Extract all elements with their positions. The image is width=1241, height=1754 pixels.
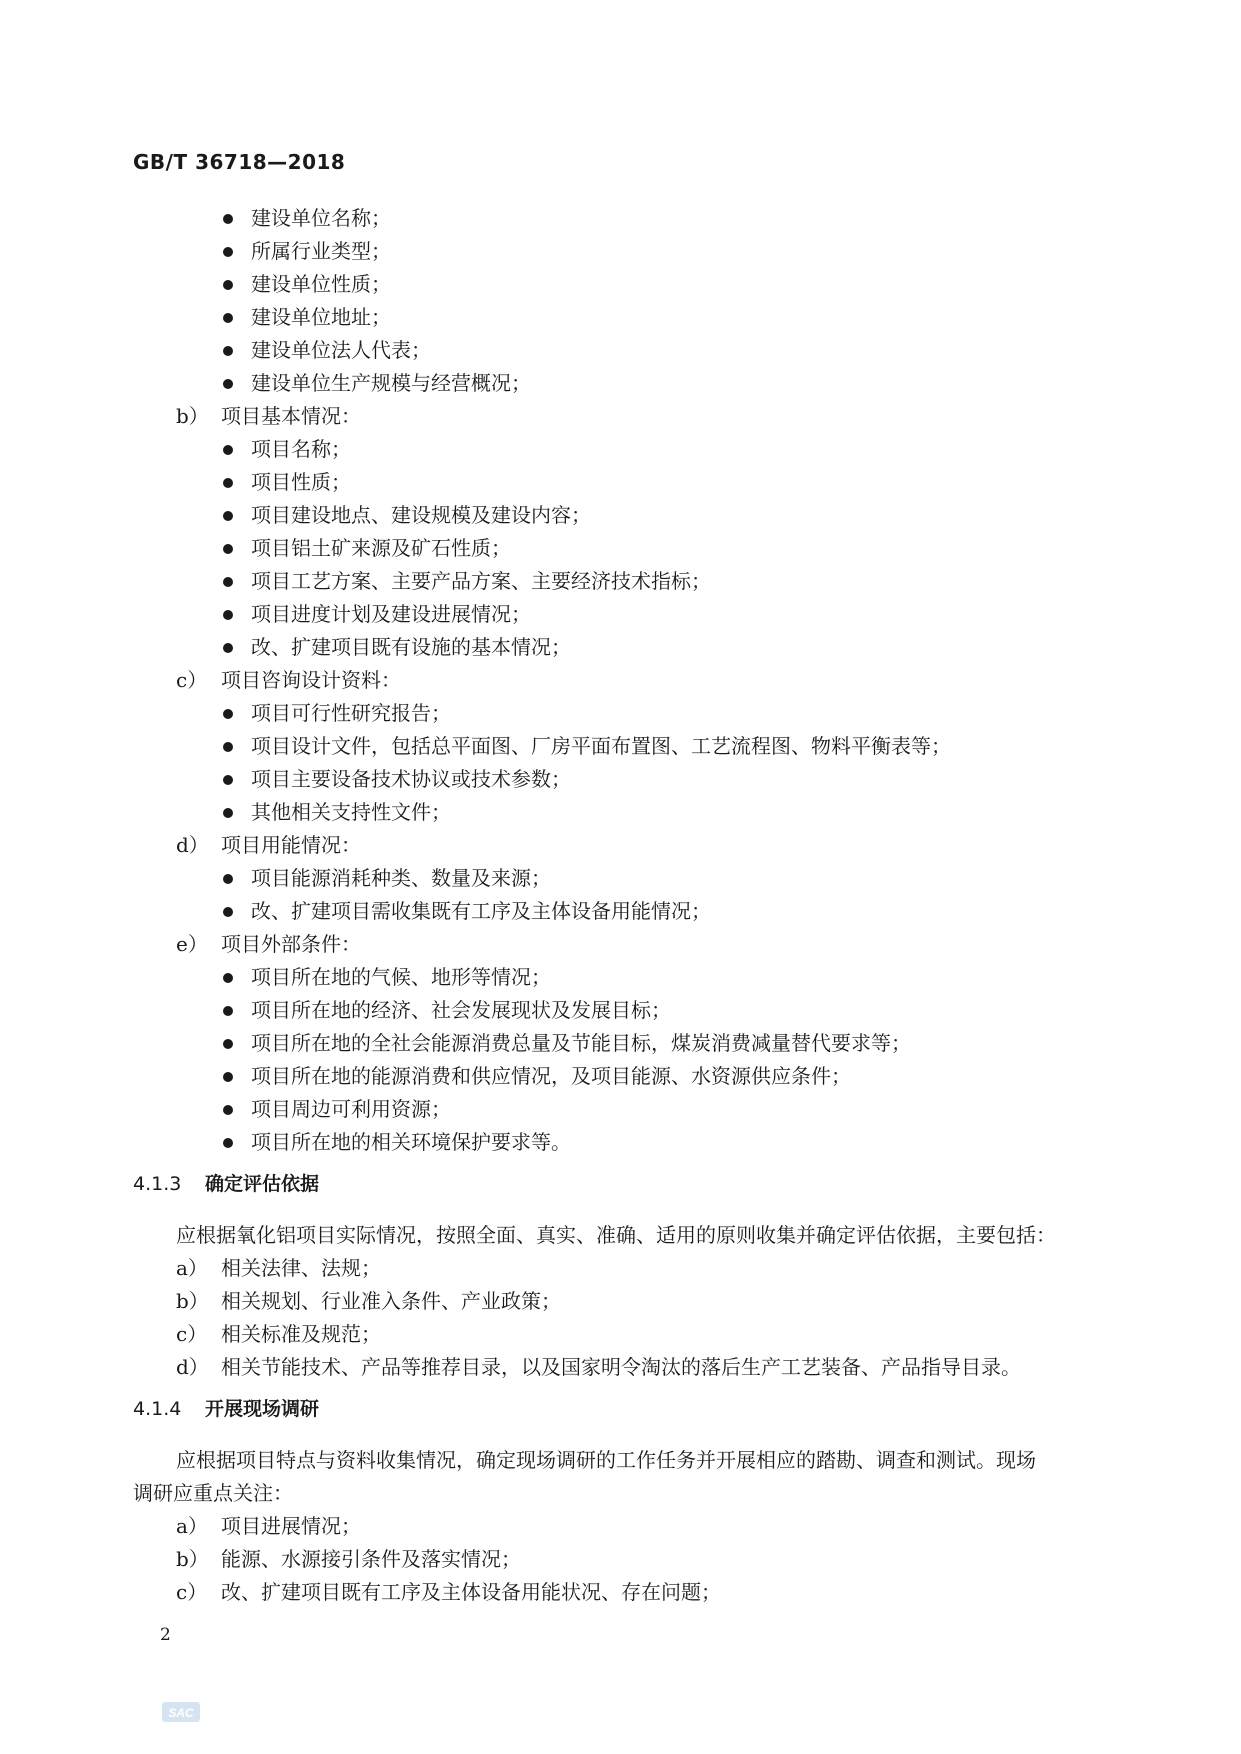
bullet-dot-icon: [223, 478, 233, 488]
bullet-item: [133, 697, 1113, 730]
bullet-item: [133, 730, 1113, 763]
list-item-text: 项目用能情况：: [221, 833, 361, 857]
list-item-label: b）: [176, 1289, 209, 1313]
sac-logo: [162, 1702, 200, 1722]
bullet-dot-icon: [223, 907, 233, 917]
list-item-label: b）: [176, 404, 209, 428]
bullet-dot-icon: [223, 280, 233, 290]
list-item: [133, 664, 1113, 697]
list-item-label: b）: [176, 1547, 209, 1571]
bullet-item: [133, 631, 1113, 664]
list-item-text: 改、扩建项目既有工序及主体设备用能状况、存在问题；: [221, 1580, 721, 1604]
bullet-dot-icon: [223, 1006, 233, 1016]
bullet-text: 改、扩建项目既有设施的基本情况；: [251, 635, 571, 659]
list-item: [133, 1543, 1113, 1576]
bullet-dot-icon: [223, 313, 233, 323]
standard-number: GB/T 36718—2018: [133, 150, 346, 174]
list-item: [133, 400, 1113, 433]
bullet-text: 项目所在地的经济、社会发展现状及发展目标；: [251, 998, 671, 1022]
bullet-text: 建设单位地址；: [251, 305, 391, 329]
list-item: [133, 1318, 1113, 1351]
list-item: [133, 1510, 1113, 1543]
bullet-item: [133, 796, 1113, 829]
document-body: [133, 202, 1113, 1609]
bullet-text: 项目铝土矿来源及矿石性质；: [251, 536, 511, 560]
bullet-text: 项目所在地的全社会能源消费总量及节能目标，煤炭消费减量替代要求等；: [251, 1031, 911, 1055]
list-item-text: 项目基本情况：: [221, 404, 361, 428]
bullet-dot-icon: [223, 808, 233, 818]
list-item-text: 项目咨询设计资料：: [221, 668, 401, 692]
bullet-item: [133, 268, 1113, 301]
bullet-item: [133, 466, 1113, 499]
bullet-text: 项目所在地的能源消费和供应情况，及项目能源、水资源供应条件；: [251, 1064, 851, 1088]
list-item-text: 相关法律、法规；: [221, 1256, 381, 1280]
section-heading: [133, 1388, 1113, 1430]
bullet-item: [133, 763, 1113, 796]
bullet-item: [133, 1060, 1113, 1093]
bullet-item: [133, 1027, 1113, 1060]
bullet-text: 项目所在地的相关环境保护要求等。: [251, 1130, 571, 1154]
bullet-text: 项目进度计划及建设进展情况；: [251, 602, 531, 626]
list-item: [133, 1576, 1113, 1609]
bullet-dot-icon: [223, 742, 233, 752]
section-number: 4.1.3: [133, 1173, 182, 1195]
bullet-text: 所属行业类型；: [251, 239, 391, 263]
list-item-text: 能源、水源接引条件及落实情况；: [221, 1547, 521, 1571]
list-item-label: a）: [176, 1256, 208, 1280]
paragraph-continuation: 调研应重点关注：: [133, 1481, 293, 1505]
paragraph: 应根据氧化铝项目实际情况，按照全面、真实、准确、适用的原则收集并确定评估依据，主要包括：: [176, 1223, 1056, 1247]
list-item: [133, 1351, 1113, 1384]
bullet-text: 项目名称；: [251, 437, 351, 461]
list-item-label: c）: [176, 1580, 208, 1604]
bullet-dot-icon: [223, 379, 233, 389]
list-item-label: e）: [176, 932, 208, 956]
bullet-text: 项目主要设备技术协议或技术参数；: [251, 767, 571, 791]
list-item: [133, 1252, 1113, 1285]
bullet-item: [133, 895, 1113, 928]
bullet-item: [133, 994, 1113, 1027]
list-item-label: d）: [176, 833, 209, 857]
list-item-text: 相关节能技术、产品等推荐目录，以及国家明令淘汰的落后生产工艺装备、产品指导目录。: [221, 1355, 1021, 1379]
section-title: 开展现场调研: [205, 1398, 320, 1420]
bullet-text: 建设单位法人代表；: [251, 338, 431, 362]
list-item-text: 项目进展情况；: [221, 1514, 361, 1538]
bullet-dot-icon: [223, 214, 233, 224]
bullet-item: [133, 301, 1113, 334]
section-number: 4.1.4: [133, 1398, 182, 1420]
bullet-dot-icon: [223, 1072, 233, 1082]
bullet-item: [133, 433, 1113, 466]
list-item-label: c）: [176, 1322, 208, 1346]
bullet-text: 建设单位性质；: [251, 272, 391, 296]
list-item: [133, 829, 1113, 862]
bullet-dot-icon: [223, 610, 233, 620]
paragraph: 应根据项目特点与资料收集情况，确定现场调研的工作任务并开展相应的踏勘、调查和测试。现场: [176, 1448, 1036, 1472]
list-item-text: 项目外部条件：: [221, 932, 361, 956]
bullet-dot-icon: [223, 709, 233, 719]
bullet-item: [133, 565, 1113, 598]
list-item-text: 相关规划、行业准入条件、产业政策；: [221, 1289, 561, 1313]
bullet-dot-icon: [223, 346, 233, 356]
bullet-item: [133, 367, 1113, 400]
bullet-item: [133, 1093, 1113, 1126]
bullet-item: [133, 598, 1113, 631]
bullet-text: 项目周边可利用资源；: [251, 1097, 451, 1121]
bullet-text: 项目建设地点、建设规模及建设内容；: [251, 503, 591, 527]
bullet-dot-icon: [223, 577, 233, 587]
bullet-dot-icon: [223, 973, 233, 983]
bullet-dot-icon: [223, 643, 233, 653]
list-item-text: 相关标准及规范；: [221, 1322, 381, 1346]
bullet-text: 项目设计文件，包括总平面图、厂房平面布置图、工艺流程图、物料平衡表等；: [251, 734, 951, 758]
list-item-label: a）: [176, 1514, 208, 1538]
bullet-item: [133, 499, 1113, 532]
bullet-dot-icon: [223, 511, 233, 521]
bullet-text: 建设单位名称；: [251, 206, 391, 230]
bullet-text: 其他相关支持性文件；: [251, 800, 451, 824]
bullet-text: 改、扩建项目需收集既有工序及主体设备用能情况；: [251, 899, 711, 923]
list-item: [133, 1285, 1113, 1318]
bullet-text: 项目性质；: [251, 470, 351, 494]
list-item: [133, 928, 1113, 961]
bullet-item: [133, 235, 1113, 268]
bullet-text: 建设单位生产规模与经营概况；: [251, 371, 531, 395]
bullet-dot-icon: [223, 247, 233, 257]
svg-text:SAC: SAC: [168, 1706, 194, 1720]
bullet-text: 项目所在地的气候、地形等情况；: [251, 965, 551, 989]
list-item-label: d）: [176, 1355, 209, 1379]
bullet-item: [133, 862, 1113, 895]
bullet-item: [133, 961, 1113, 994]
bullet-dot-icon: [223, 775, 233, 785]
bullet-text: 项目工艺方案、主要产品方案、主要经济技术指标；: [251, 569, 711, 593]
bullet-dot-icon: [223, 1105, 233, 1115]
list-item-label: c）: [176, 668, 208, 692]
bullet-dot-icon: [223, 1039, 233, 1049]
section-heading: [133, 1163, 1113, 1205]
page-number: 2: [160, 1625, 171, 1645]
bullet-text: 项目可行性研究报告；: [251, 701, 451, 725]
bullet-dot-icon: [223, 544, 233, 554]
bullet-item: [133, 202, 1113, 235]
bullet-item: [133, 1126, 1113, 1159]
bullet-dot-icon: [223, 445, 233, 455]
bullet-item: [133, 532, 1113, 565]
bullet-text: 项目能源消耗种类、数量及来源；: [251, 866, 551, 890]
bullet-dot-icon: [223, 1138, 233, 1148]
bullet-item: [133, 334, 1113, 367]
bullet-dot-icon: [223, 874, 233, 884]
section-title: 确定评估依据: [205, 1173, 320, 1195]
